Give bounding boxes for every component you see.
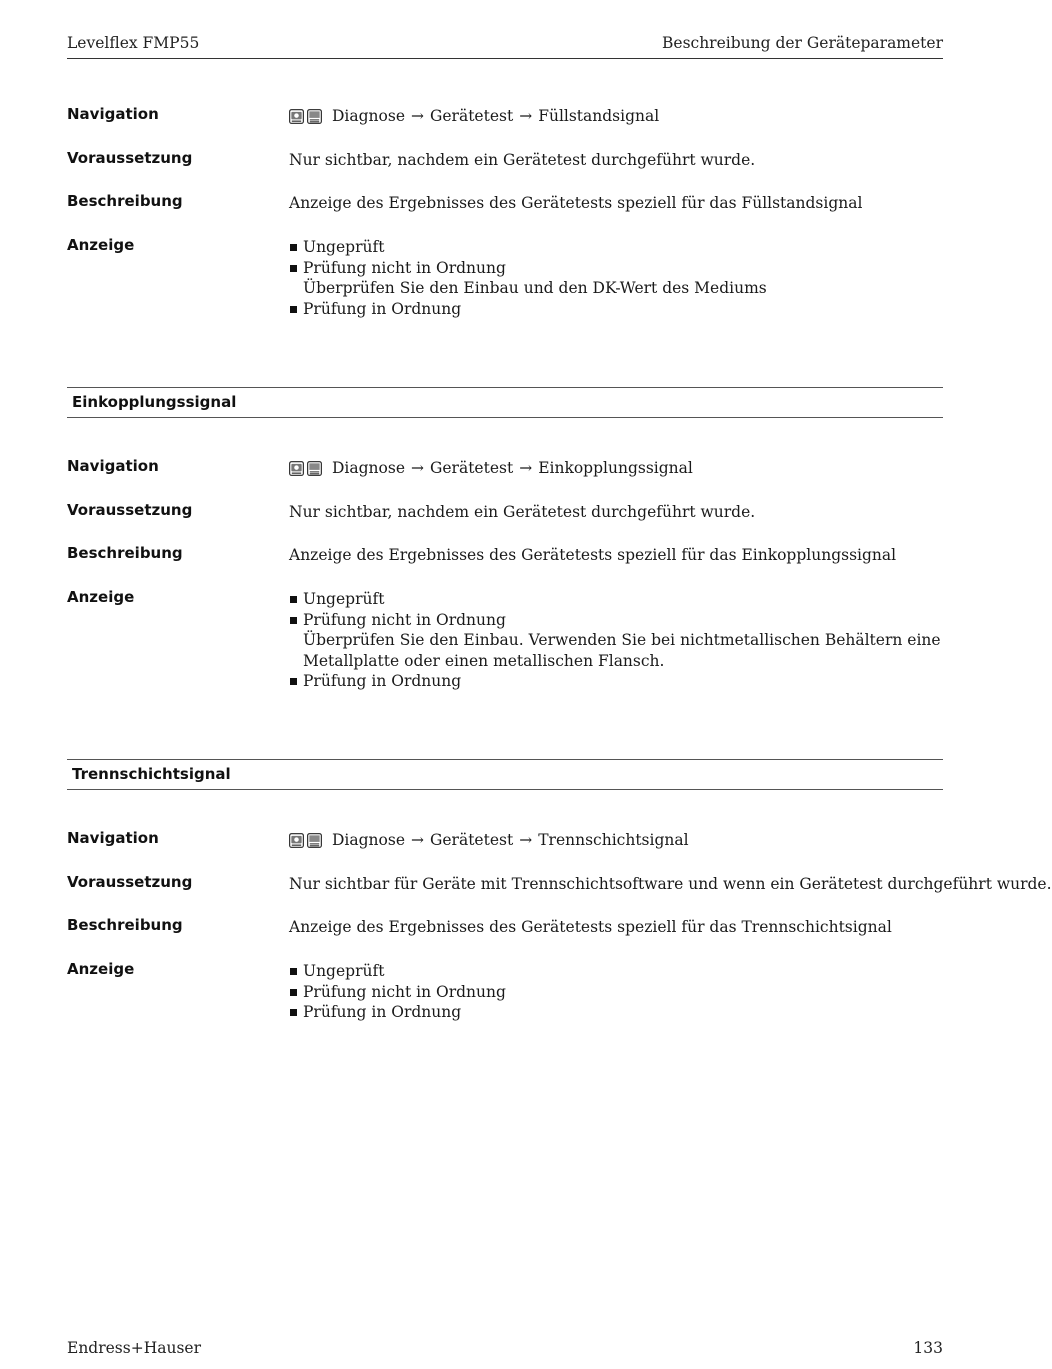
section-title: Einkopplungssignal xyxy=(72,393,237,411)
list-item-text: Prüfung nicht in Ordnung xyxy=(303,982,506,1001)
list-item-text: Prüfung nicht in Ordnung xyxy=(303,610,506,629)
operating-tool-icon xyxy=(289,109,304,124)
header-product-name: Levelflex FMP55 xyxy=(67,34,200,52)
nav-arrow: → xyxy=(519,107,533,125)
label-anzeige: Anzeige xyxy=(67,960,135,978)
nav-step: Trennschichtsignal xyxy=(538,831,689,849)
list-item xyxy=(289,258,943,299)
list-item-text: Prüfung in Ordnung xyxy=(303,672,462,690)
label-anzeige: Anzeige xyxy=(67,588,135,606)
list-item-text: Prüfung nicht in Ordnung xyxy=(303,258,506,277)
nav-icons xyxy=(289,109,322,124)
list-item xyxy=(289,610,943,672)
nav-step: Gerätetest xyxy=(430,459,514,477)
list-item xyxy=(289,237,943,258)
label-navigation: Navigation xyxy=(67,457,159,475)
list-item-text: Ungeprüft xyxy=(303,590,385,608)
list-item-note: Überprüfen Sie den Einbau und den DK-Wert des Mediums xyxy=(303,279,767,297)
nav-arrow: → xyxy=(411,107,424,125)
nav-step: Gerätetest xyxy=(430,831,514,849)
section-title: Trennschichtsignal xyxy=(72,765,231,783)
beschreibung-text: Anzeige des Ergebnisses des Gerätetests speziell für das Trennschichtsignal xyxy=(289,918,892,936)
label-beschreibung: Beschreibung xyxy=(67,192,183,210)
label-navigation: Navigation xyxy=(67,105,159,123)
list-item xyxy=(289,589,943,610)
list-item-text: Ungeprüft xyxy=(303,962,385,980)
beschreibung-text: Anzeige des Ergebnisses des Gerätetests speziell für das Einkopplungssignal xyxy=(289,546,897,564)
label-beschreibung: Beschreibung xyxy=(67,544,183,562)
list-item xyxy=(289,299,943,320)
nav-arrow: → xyxy=(411,459,424,477)
page-number: 133 xyxy=(913,1339,943,1357)
nav-step: Einkopplungssignal xyxy=(538,459,693,477)
operating-tool-icon xyxy=(289,461,304,476)
section-heading xyxy=(67,759,943,790)
label-anzeige: Anzeige xyxy=(67,236,135,254)
display-module-icon xyxy=(307,833,322,848)
list-item-note: Überprüfen Sie den Einbau. Verwenden Sie bei nichtmetallischen Behältern eine Metallplatte oder einen metallischen Flansch. xyxy=(303,631,941,670)
voraussetzung-text: Nur sichtbar, nachdem ein Gerätetest durchgeführt wurde. xyxy=(289,503,756,521)
navigation-path xyxy=(289,458,943,479)
nav-step: Füllstandsignal xyxy=(538,107,660,125)
header-rule xyxy=(67,58,943,59)
section-heading xyxy=(67,387,943,418)
nav-step: Diagnose xyxy=(332,831,405,849)
label-voraussetzung: Voraussetzung xyxy=(67,501,193,519)
list-item xyxy=(289,671,943,692)
label-voraussetzung: Voraussetzung xyxy=(67,149,193,167)
list-item-text: Ungeprüft xyxy=(303,238,385,256)
beschreibung-text: Anzeige des Ergebnisses des Gerätetests speziell für das Füllstandsignal xyxy=(289,194,863,212)
voraussetzung-text: Nur sichtbar, nachdem ein Gerätetest durchgeführt wurde. xyxy=(289,151,756,169)
anzeige-list xyxy=(289,961,943,1023)
label-navigation: Navigation xyxy=(67,829,159,847)
list-item xyxy=(289,1002,943,1023)
nav-arrow: → xyxy=(411,831,424,849)
list-item-text: Prüfung in Ordnung xyxy=(303,299,462,318)
nav-icons xyxy=(289,833,322,848)
nav-icons xyxy=(289,461,322,476)
operating-tool-icon xyxy=(289,833,304,848)
voraussetzung-text: Nur sichtbar für Geräte mit Trennschichtsoftware und wenn ein Gerätetest durchgeführt wurde. xyxy=(289,875,1052,893)
list-item xyxy=(289,982,943,1003)
navigation-path xyxy=(289,106,943,127)
nav-step: Diagnose xyxy=(332,459,405,477)
footer-company: Endress+Hauser xyxy=(67,1339,201,1357)
display-module-icon xyxy=(307,109,322,124)
nav-arrow: → xyxy=(519,831,533,849)
list-item-text: Prüfung in Ordnung xyxy=(303,1003,462,1021)
list-item xyxy=(289,961,943,982)
label-beschreibung: Beschreibung xyxy=(67,916,183,934)
nav-step: Gerätetest xyxy=(430,107,514,125)
anzeige-list xyxy=(289,237,943,319)
nav-step: Diagnose xyxy=(332,107,405,125)
navigation-path xyxy=(289,830,943,851)
label-voraussetzung: Voraussetzung xyxy=(67,873,193,891)
nav-arrow: → xyxy=(519,459,533,477)
header-section-title: Beschreibung der Geräteparameter xyxy=(662,34,943,52)
anzeige-list xyxy=(289,589,943,692)
display-module-icon xyxy=(307,461,322,476)
